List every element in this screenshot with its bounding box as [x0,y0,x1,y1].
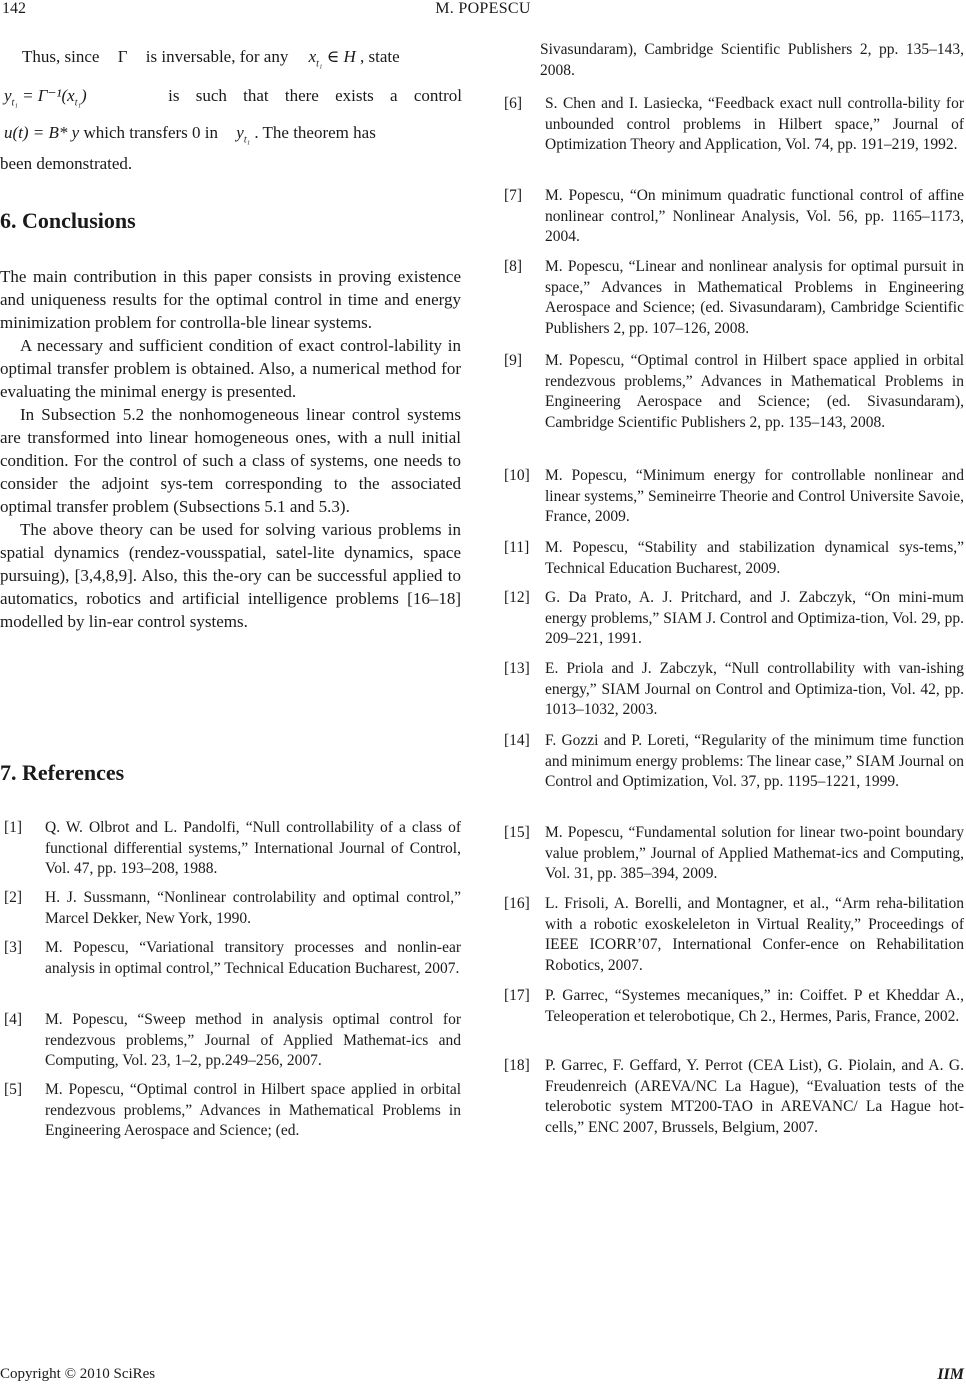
references-heading: 7. References [0,760,125,785]
reference-item [504,94,964,178]
reference-number: [8] [504,258,523,275]
reference-item [504,659,964,721]
reference-item [504,823,964,885]
reference-item [504,466,964,528]
reference-number: [5] [4,1081,23,1098]
gamma-symbol: Γ [117,47,128,66]
reference-number: [13] [504,660,530,677]
reference-text: Q. W. Olbrot and L. Pandolfi, “Null controllability of a class of functional differential systems,” International Journal of Control, Vol. 47, pp. 193–208, 1988. [45,819,461,877]
intro-text: which transfers 0 in [83,123,219,142]
reference-number: [17] [504,987,530,1004]
reference-item [4,888,461,930]
conclusions-paragraph-2: A necessary and sufficient condition of exact control-lability in optimal transfer problem is obtained. Also, a numerical method for evaluating the minimal energy is presented. [0,336,461,401]
reference-text: M. Popescu, “Minimum energy for controllable nonlinear and linear systems,” Semineirre Theorie and Control Universite Savoie, France, 2009. [545,467,964,525]
conclusions-heading: 6. Conclusions [0,208,136,233]
intro-line-4: been demonstrated. [0,154,133,173]
reference-item [4,1010,461,1072]
reference-number: [12] [504,589,530,606]
reference-number: [1] [4,819,23,836]
math-y: y [236,123,244,142]
reference-text: M. Popescu, “Sweep method in analysis optimal control for rendezvous problems,” Journal of Applied Mathemat-ics and Computing, Vol. 23, 1–2, pp.249–256, 2007. [45,1011,461,1069]
reference-item [504,186,964,248]
reference-number: [4] [4,1011,23,1028]
reference-item [504,588,964,650]
reference-number: [9] [504,352,523,369]
reference-text: G. Da Prato, A. J. Pritchard, and J. Zabczyk, “On mini-mum energy problems,” SIAM J. Control and Optimiza-tion, Vol. 29, pp. 209–221, 1991. [545,589,964,647]
reference-item [504,731,964,815]
reference-number: [2] [4,889,23,906]
conclusions-body [0,265,461,633]
reference-text: E. Priola and J. Zabczyk, “Null controllability with van-ishing energy,” SIAM Journal on Control and Optimiza-tion, Vol. 42, pp. 1013–1032, 2003. [545,660,964,718]
reference-text: P. Garrec, F. Geffard, Y. Perrot (CEA List), G. Piolain, and A. G. Freudenreich (AREVA/NC La Hague), “Evaluation tests of the telerobotic system MT200-TAO in AREVANC/ La Hague hot-cells,” ENC 2007, Brussels, Belgium, 2007. [545,1057,964,1136]
reference-text: M. Popescu, “Fundamental solution for linear two-point boundary value problem,” Journal of Applied Mathemat-ics and Computing, Vol. 31, pp. 385–394, 2009. [545,824,964,882]
reference-item [504,351,964,455]
math-subscript: t₁ [74,97,81,109]
reference-item-continued [504,40,964,82]
reference-number: [3] [4,939,23,956]
math-x: x [308,47,317,66]
reference-text: M. Popescu, “Variational transitory processes and nonlin-ear analysis in optimal control,” Technical Education Bucharest, 2007. [45,939,461,977]
reference-number: [11] [504,539,530,556]
reference-number: [18] [504,1057,530,1074]
conclusions-paragraph-1: The main contribution in this paper consists in proving existence and uniqueness results for the optimal control in time and energy minimization problem for controlla-ble linear systems. [0,267,461,332]
reference-number: [10] [504,467,530,484]
reference-text: F. Gozzi and P. Loreti, “Regularity of the minimum time function and minimum energy problems: The linear case,” SIAM Journal on Control and Optimization, Vol. 37, pp. 1195–1221, 1999. [545,732,964,790]
reference-item [504,986,964,1048]
reference-item [4,818,461,880]
math-control: u(t) = B* y [4,123,80,142]
math-subscript: t₁ [316,58,323,70]
footer-journal: IIM [937,1366,964,1383]
math-set: ∈ H [326,47,356,66]
reference-item [504,257,964,341]
math-subscript: t₁ [243,134,251,146]
reference-number: [16] [504,895,530,912]
reference-number: [6] [504,95,523,112]
reference-number: [7] [504,187,523,204]
reference-item [4,1080,461,1142]
intro-text: , state [360,47,400,66]
intro-text: Thus, since [22,47,100,66]
running-head: M. POPESCU [435,0,531,17]
reference-text: S. Chen and I. Lasiecka, “Feedback exact null controlla-bility for unbounded control problems in Hilbert space,” Journal of Optimization Theory and Application, Vol. 74, pp. 191–219, 1992. [545,95,964,153]
intro-line-3 [4,121,462,151]
reference-item [504,538,964,580]
math-inverse: = Γ⁻¹(x [22,86,75,105]
reference-text: Sivasundaram), Cambridge Scientific Publishers 2, pp. 135–143, 2008. [540,41,964,79]
reference-text: H. J. Sussmann, “Nonlinear controlability and optimal control,” Marcel Dekker, New York, 1990. [45,889,461,927]
reference-item [4,938,461,1000]
reference-text: M. Popescu, “Linear and nonlinear analysis for optimal pursuit in space,” Advances in Mathematical Problems in Engineering Aerospace and Science; (ed. Sivasundaram), Cambridge Scientific Publishers 2, pp. 107–126, 2008. [545,258,964,337]
reference-item [504,894,964,978]
reference-number: [14] [504,732,530,749]
reference-number: [15] [504,824,530,841]
intro-text: is such that there exists a control [168,86,462,105]
footer-copyright: Copyright © 2010 SciRes [0,1366,156,1382]
reference-text: M. Popescu, “Optimal control in Hilbert space applied in orbital rendezvous problems,” Advances in Mathematical Problems in Engineering Aerospace and Science; (ed. Sivasundaram), Cambridge Scientific Publishers 2, pp. 135–143, 2008. [545,352,964,431]
reference-text: M. Popescu, “Optimal control in Hilbert space applied in orbital rendezvous problems,” Advances in Mathematical Problems in Engineering Aerospace and Science; (ed. [45,1081,461,1139]
intro-line-1 [22,45,462,75]
reference-item [504,1056,964,1140]
reference-text: P. Garrec, “Systemes mecaniques,” in: Coiffet. P et Kheddar A., Teleoperation et telerobotique, Ch 2., Hermes, Paris, France, 2002. [545,987,964,1025]
reference-text: L. Frisoli, A. Borelli, and Montagner, et al., “Arm reha-bilitation with a robotic exoskeleleton in Virtual Reality,” Proceedings of IEEE ICORR’07, International Confer-ence on Rehabilitation Robotics, 2007. [545,895,964,974]
intro-text: is inversable, for any [145,47,289,66]
math-y: y [4,86,12,105]
reference-text: M. Popescu, “On minimum quadratic functional control of affine nonlinear control,” Nonlinear Analysis, Vol. 56, pp. 1165–1173, 2004. [545,187,964,245]
page-number: 142 [2,0,26,17]
conclusions-paragraph-3: In Subsection 5.2 the nonhomogeneous linear control systems are transformed into linear homogeneous ones, with a null initial condition. For the control of such a class of systems, one needs to consider the adjoint sys-tem corresponding to the associated optimal transfer problem (Subsections 5.1 and 5.3). [0,405,461,516]
intro-text: . The theorem has [254,123,376,142]
conclusions-paragraph-4: The above theory can be used for solving various problems in spatial dynamics (rendez-vousspatial, satel-lite dynamics, space pursuing), [3,4,8,9]. Also, this the-ory can be successful applied to automatics, robotics and artificial intelligence problems [16–18] modelled by lin-ear control systems. [0,520,461,631]
intro-line-2: $y_{t_1} = \Gamma^{-1}(x_{t_1})$ is such that there exists a control [4,84,462,114]
reference-text: M. Popescu, “Stability and stabilization dynamical sys-tems,” Technical Education Bucharest, 2009. [545,539,964,577]
math-subscript: t₁ [11,97,18,109]
